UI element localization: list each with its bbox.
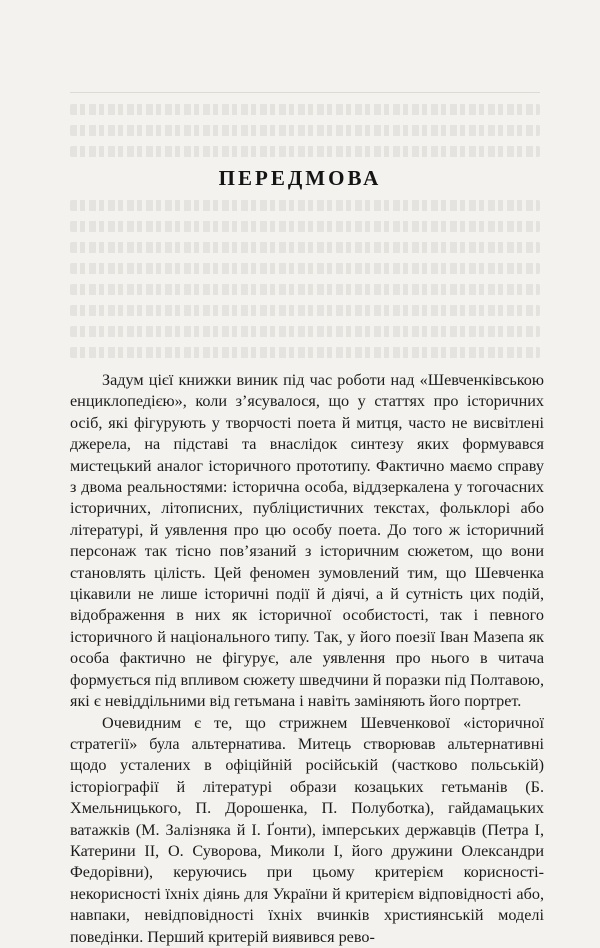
body-text (70, 370, 544, 948)
bleed-line (70, 221, 540, 232)
bleed-line (70, 326, 540, 337)
bleed-line (70, 104, 540, 115)
page-title: ПЕРЕДМОВА (218, 166, 382, 190)
paragraph: Задум цієї книжки виник під час роботи над «Шевченківською енциклопедією», коли з’ясувалося, що у статтях про історичних осіб, які фігурують у творчості поета й митця, часто не висвітлені джерела, на підставі та внаслідок синтезу яких формувався мистецький аналог історичного прототипу. Фактично маємо справу з двома реальностями: історична особа, віддзеркалена у тогочасних історичних, літописних, публіцистичних текстах, фольклорі або літературі, й уявлення про цю особу поета. До того ж історичний персонаж так тісно пов’язаний з історичним сюжетом, що вони становлять цілість. Цей феномен зумовлений тим, що Шевченка цікавили не лише історичні події й діячі, а й сутність цих подій, відображення в них як історичної особистості, так і певного історичного й національного типу. Так, у його поезії Іван Мазепа як особа фактично не фігурує, але уявлення про нього в читача формується під впливом сюжету шведчини й поразки під Полтавою, які є невіддільними від гетьмана і навіть заміняють його портрет. (70, 371, 544, 711)
bleed-line (70, 284, 540, 295)
bleed-line (70, 125, 540, 136)
bleed-line (70, 347, 540, 358)
bleed-line (70, 242, 540, 253)
header-rule (70, 92, 540, 93)
paragraph: Очевидним є те, що стрижнем Шевченкової «історичної стратегії» була альтернатива. Митець створював альтернативні щодо усталених в офіційній російській (частково польській) історіографії й літературі образи козацьких гетьманів (Б. Хмельницького, П. Дорошенка, П. Полуботка), гайдамацьких ватажків (М. Залізняка й І. Ґонти), імперських державців (Петра І, Катерини ІІ, О. Суворова, Миколи І, його дружини Олександри Федорівни), керуючись при цьому критерієм корисності-некорисності їхніх діянь для України й критерієм відповідності або, навпаки, невідповідності їхніх вчинків християнській моделі поведінки. Перший критерій виявився рево- (70, 713, 544, 946)
bleed-line (70, 305, 540, 316)
bleed-line (70, 200, 540, 211)
bleed-line (70, 263, 540, 274)
bleed-line (70, 146, 540, 157)
